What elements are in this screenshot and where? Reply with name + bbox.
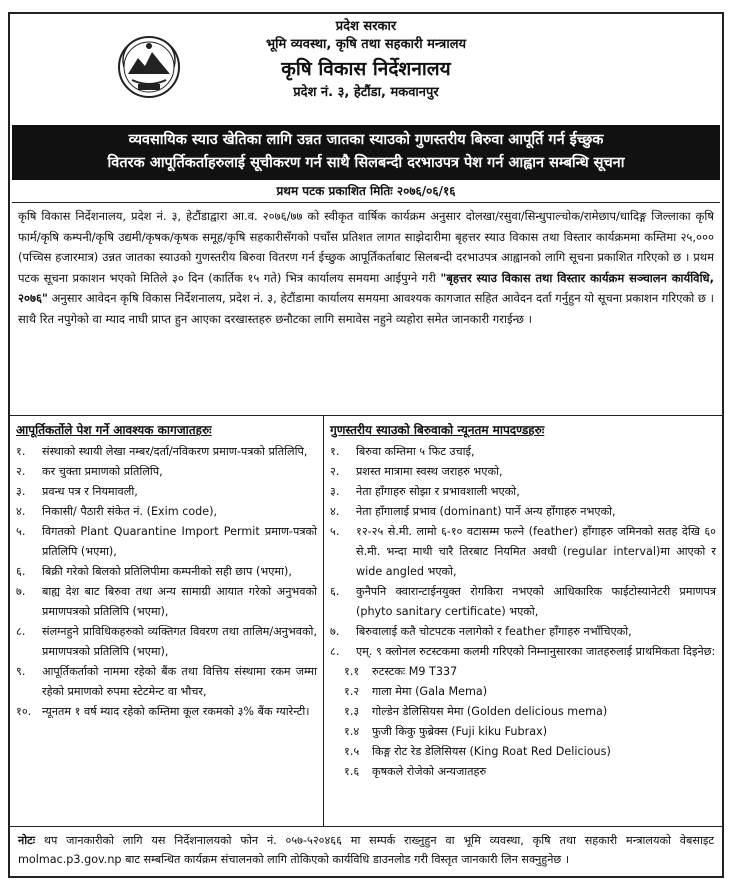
standard-list-item [330, 622, 716, 642]
document-list-item [16, 702, 317, 722]
variety-list-item [330, 682, 716, 702]
standard-list-item-text: बिरुवा कम्तिमा ५ फिट उचाई, [356, 445, 475, 458]
variety-list-item-number: १.४ [344, 725, 360, 738]
standard-list-item-number: १. [330, 445, 340, 458]
standards-title: गुणस्तरीय स्याउको बिरुवाको न्यूनतम मापदण्डहरुः [330, 423, 545, 437]
variety-list-item [330, 762, 716, 782]
document-list-item [16, 522, 317, 562]
variety-list-item-text: गाला मेमा (Gala Mema) [372, 685, 488, 698]
note-text: थप जानकारीको लागि यस निर्देशनालयको फोन नं. ०५७-५२०४६६ मा सम्पर्क राख्नुहुन वा भूमि व्यवस्था, कृषि तथा सहकारी मन्त्रालयको वेबसाइट molmac.p3.gov.np बाट सम्बन्धित कार्यक्रम संचालनको लागि तोकिएको कार्यविधि डाउनलोड गरी विस्तृत जानकारी लिन सक्नुहुनेछ । [18, 834, 714, 866]
intro-part1: कृषि विकास निर्देशनालय, प्रदेश नं. ३, हेटौंडाद्वारा आ.व. २०७६/७७ को स्वीकृत वार्षिक कार्यक्रम अनुसार दोलखा/रसुवा/सिन्धुपाल्चोक/रामेछाप/धादिङ्ग जिल्लाका कृषि फार्म/कृषि कम्पनी/कृषि उद्यमी/कृषक/कृषक समूह/कृषि सहकारीसँगको पचाँस प्रतिशत लागत साझेदारीमा बृहत्तर स्याउ विकास तथा विस्तार कार्यक्रममा कम्तिमा २५,००० (पच्चिस हजारमात्र) उन्नत जातका स्याउको गुणस्तरीय बिरुवा वितरण गर्न ईच्छुक आपूर्तिकर्ताबाट सिलबन्दी दरभाउपत्र आह्वानको लागि सूचना प्रकाशित गरिएको छ । प्रथम पटक सूचना प्रकाशन भएको मितिले ३० दिन (कार्तिक १५ गते) भित्र कार्यालय समयमा आईपुग्ने गरी [18, 209, 714, 285]
standard-list-item-number: ७. [330, 625, 340, 638]
standards-column [324, 416, 722, 826]
header-line-directorate: कृषि विकास निर्देशनालय [281, 58, 451, 80]
variety-list-item-number: १.३ [344, 705, 360, 718]
variety-list-item [330, 662, 716, 682]
document-list-item-text: आपूर्तिकर्ताको नाममा रहेको बैंक तथा वित्तिय संस्थामा रकम जम्मा रहेको प्रमाणको रुपमा स्टेटमेन्ट वा भौचर, [42, 665, 317, 698]
standard-list-item [330, 522, 716, 582]
standard-list-item-text: प्रशस्त मात्रामा स्वस्थ जराहरु भएको, [356, 465, 503, 478]
document-list-item-text: न्यूनतम १ वर्ष म्याद रहेको कम्तिमा कूल रकमको ३% बैंक ग्यारेन्टी। [42, 705, 310, 718]
variety-list-item [330, 702, 716, 722]
standard-list-item [330, 502, 716, 522]
standard-list-item [330, 462, 716, 482]
standard-list-item-number: ५. [330, 525, 340, 538]
document-list-item-text: निकासी/ पैठारी संकेत नं. (Exim code), [42, 505, 218, 518]
document-list-item-text: बिक्री गरेको बिलको प्रतिलिपीमा कम्पनीको सही छाप (भएमा), [42, 565, 292, 578]
document-list-item-text: बाह्य देश बाट बिरुवा तथा अन्य सामाग्री आयात गरेको अनुभवको प्रमाणपत्रको प्रतिलिपि (भएमा), [42, 585, 317, 618]
document-list-item [16, 662, 317, 702]
document-list-item-number: २. [16, 465, 26, 478]
document-list-item-number: १०. [16, 705, 32, 718]
variety-list-item-text: फुजी किकु फुब्रेक्स (Fuji kiku Fubrax) [372, 725, 548, 738]
header [10, 14, 722, 125]
document-list-item [16, 502, 317, 522]
standard-list-item [330, 442, 716, 462]
required-documents-column [10, 416, 324, 826]
notice-page [8, 12, 724, 878]
document-list-item [16, 482, 317, 502]
document-list-item [16, 562, 317, 582]
required-documents-title: आपूर्तिकर्तोले पेश गर्ने आवश्यक कागजातहरुः [16, 423, 212, 437]
header-line-government: प्रदेश सरकार [335, 19, 397, 34]
standard-list-item-number: ६. [330, 585, 340, 598]
document-list-item-number: ५. [16, 525, 26, 538]
variety-list-item [330, 742, 716, 762]
variety-list-item-number: १.६ [344, 765, 360, 778]
standard-list-item [330, 582, 716, 622]
document-list-item [16, 622, 317, 662]
note-section [10, 827, 722, 873]
note-label: नोटः [18, 834, 36, 847]
variety-list-item-text: गोल्डेन डेलिसियस मेमा (Golden delicious mema) [372, 705, 608, 718]
standard-list-item [330, 482, 716, 502]
variety-list-item-text: रुटस्टकः M9 T337 [372, 665, 458, 678]
document-list-item-number: ४. [16, 505, 26, 518]
standard-list-item-text: नेता हाँगालाई प्रभाव (dominant) पार्ने अन्य हाँगाहरु नभएको, [356, 505, 616, 518]
variety-list-item-number: १.५ [344, 745, 360, 758]
title-banner-line2: वितरक आपूर्तिकर्ताहरुलाई सूचीकरण गर्न साथै सिलबन्दी दरभाउपत्र पेश गर्न आह्वान सम्बन्धि सूचना [107, 155, 625, 171]
document-list-item-text: संस्थाको स्थायी लेखा नम्बर/दर्ता/नविकरण प्रमाण-पत्रको प्रतिलिपि, [42, 445, 308, 458]
intro-paragraph [10, 203, 722, 416]
document-list-item-number: ६. [16, 565, 26, 578]
title-banner-line1: व्यवसायिक स्याउ खेतिका लागि उन्नत जातका स्याउको गुणस्तरीय बिरुवा आपूर्ति गर्न ईच्छुक [128, 132, 604, 148]
publish-date: प्रथम पटक प्रकाशित मितिः २०७६/०६/१६ [12, 180, 720, 203]
standard-list-item-number: ३. [330, 485, 340, 498]
document-list-item-text: विगतको Plant Quarantine Import Permit प्रमाण-पत्रको प्रतिलिपि (भएमा), [42, 525, 317, 558]
standard-list-item-number: ४. [330, 505, 340, 518]
standard-list-item-text: १२-२५ से.मी. लामो ६-१० वटासम्म फल्ने (feather) हाँगाहरु जमिनको सतह देखि ६० से.मी. भन्दा माथी चारै तिरबाट नियमित अवधी (regular interval)मा आएको र wide angled भएको, [356, 525, 716, 578]
two-column-section [10, 416, 722, 827]
document-list-item-text: कर चुक्ता प्रमाणको प्रतिलिपि, [42, 465, 163, 478]
document-list-item-number: १. [16, 445, 26, 458]
variety-list-item-text: कृषकले रोजेको अन्यजातहरु [372, 765, 487, 778]
standard-list-item-number: २. [330, 465, 340, 478]
standard-list-item-text: कुनैपनि क्वारान्टाईनयुक्त रोगकिरा नभएको आधिकारिक फाईटोस्यानेटरी प्रमाणपत्र (phyto sanitary certificate) भएको, [356, 585, 716, 618]
header-line-address: प्रदेश नं. ३, हेटौंडा, मकवानपुर [293, 85, 439, 100]
variety-list-item-text: किङ्ग रोट रेड डेलिसियस (King Roat Red Delicious) [372, 745, 611, 758]
intro-bold-procedure: "बृहत्तर स्याउ विकास तथा विस्तार कार्यक्रम सञ्चालन कार्यविधि, २०७६" [18, 270, 714, 305]
document-list-item-number: ७. [16, 585, 26, 598]
standard-list-item [330, 642, 716, 662]
standard-list-item-text: नेता हाँगाहरु सोझा र प्रभावशाली भएको, [356, 485, 520, 498]
standard-list-item-text: बिरुवालाई कतै चोटपटक नलागेको र feather हाँगाहरु नभाँचिएको, [356, 625, 632, 638]
header-line-ministry: भूमि व्यवस्था, कृषि तथा सहकारी मन्त्रालय [265, 37, 467, 52]
document-list-item [16, 442, 317, 462]
variety-list-item-number: १.२ [344, 685, 360, 698]
document-list-item [16, 462, 317, 482]
variety-list-item-number: १.१ [344, 665, 360, 678]
document-list-item-text: प्रवन्ध पत्र र नियमावली, [42, 485, 138, 498]
standard-list-item-text: एम्. ९ क्लोनल रुटस्टकमा कलमी गरिएको निम्नानुसारका जातहरुलाई प्राथमिकता दिइनेछ: [356, 645, 716, 658]
document-list-item-number: ८. [16, 625, 26, 638]
title-banner [12, 125, 720, 180]
intro-part2: अनुसार आवेदन कृषि विकास निर्देशनालय, प्रदेश नं. ३, हेटौंडामा कार्यालय समयमा आवश्यक कागजात सहित आवेदन दर्ता गर्नुहुन यो सूचना प्रकाशन गरिएको छ । साथै रित नपुगेको वा म्याद नाघी प्राप्त हुन आएका दरखास्तहरु छनौटका लागि समावेस नहुने व्यहोरा समेत जानकारी गराईन्छ । [18, 291, 714, 326]
standard-list-item-number: ८. [330, 645, 340, 658]
document-list-item-number: ९. [16, 665, 26, 678]
document-list-item-text: संलग्नहुने प्राविधिकहरुको व्यक्तिगत विवरण तथा तालिम/अनुभवको, प्रमाणपत्रको प्रतिलिपि (भएमा), [42, 625, 317, 658]
document-list-item [16, 582, 317, 622]
document-list-item-number: ३. [16, 485, 26, 498]
variety-list-item [330, 722, 716, 742]
